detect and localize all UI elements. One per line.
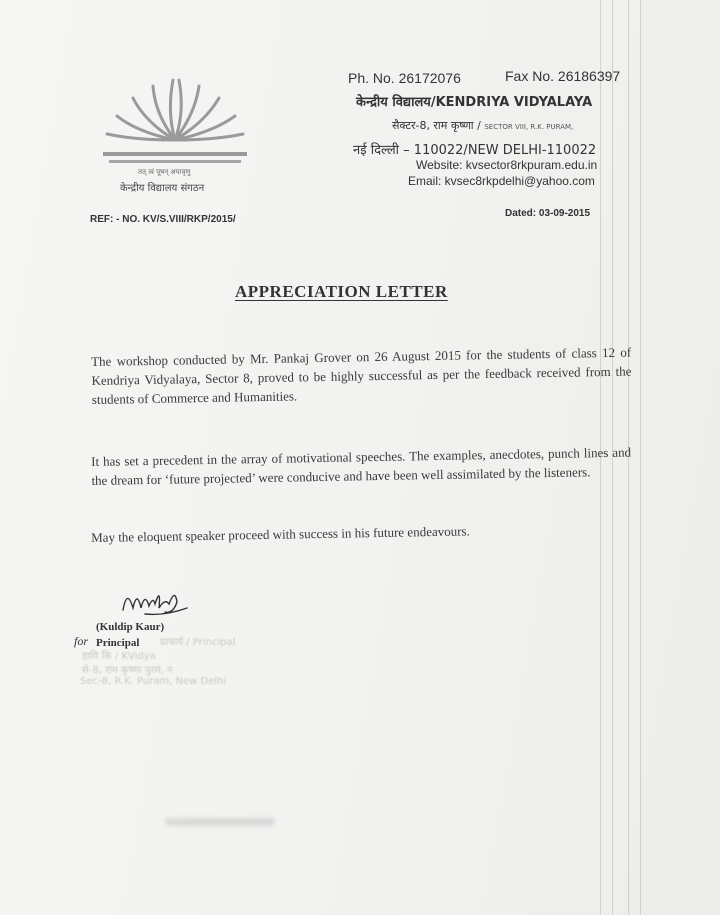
letter-title: APPRECIATION LETTER xyxy=(235,282,448,301)
scan-edge-line xyxy=(640,0,641,915)
sector-hindi: सैक्टर-8, राम कृष्णा / xyxy=(392,119,481,132)
school-website: Website: kvsector8rkpuram.edu.in xyxy=(416,158,598,172)
school-address-city: नई दिल्ली – 110022/NEW DELHI-110022 xyxy=(353,143,597,158)
body-paragraph-1: The workshop conducted by Mr. Pankaj Grover on 26 August 2015 for the students of class 12 of Kendriya Vidyalaya, Sector 8, proved to be highly successful as per the feedback received from the students of Commerce and Humanities. xyxy=(91,344,632,407)
body-paragraph-2: It has set a precedent in the array of motivational speeches. The examples, anecdotes, punch lines and the dream for ‘future projected’ were conducive and have been well assimilated by the listeners. xyxy=(91,444,632,488)
signatory-title: Principal xyxy=(96,637,140,649)
body-paragraph-3: May the eloquent speaker proceed with success in his future endeavours. xyxy=(91,523,470,545)
fax-number: Fax No. 26186397 xyxy=(505,68,621,84)
sector-english: SECTOR VIII, R.K. PURAM, xyxy=(484,123,574,131)
phone-number: Ph. No. 26172076 xyxy=(348,70,461,86)
logo-motto: तत् त्वं पूषन् अपावृणु xyxy=(138,168,191,176)
stamp-line-3: से-8, राम कृष्णा पुरम, न xyxy=(82,665,173,676)
reference-number: REF: - NO. KV/S.VIII/RKP/2015/ xyxy=(90,214,236,225)
scan-smudge xyxy=(165,818,275,826)
school-address-sector xyxy=(392,118,573,133)
logo-caption: केन्द्रीय विद्यालय संगठन xyxy=(120,183,205,194)
for-mark: for xyxy=(74,634,89,648)
school-email: Email: kvsec8rkpdelhi@yahoo.com xyxy=(408,174,595,188)
stamp-line-4: Sec-8, R.K. Puram, New Delhi xyxy=(80,676,227,687)
stamp-line-1: प्राचार्य / Principal xyxy=(160,637,236,648)
letter-date: Dated: 03-09-2015 xyxy=(505,208,591,219)
stamp-line-2: हायि कि / KVidya xyxy=(82,651,156,662)
signatory-name: (Kuldip Kaur) xyxy=(96,621,165,633)
signature-icon xyxy=(115,578,195,623)
school-name: केन्द्रीय विद्यालय/KENDRIYA VIDYALAYA xyxy=(356,95,593,110)
